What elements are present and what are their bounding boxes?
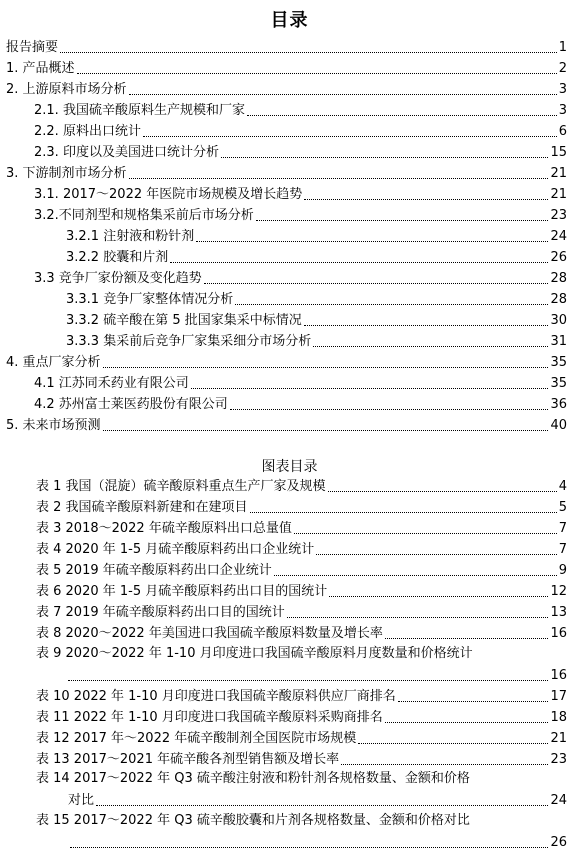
toc-entry[interactable] xyxy=(66,312,567,330)
leader-dots xyxy=(60,52,557,53)
figure-entry-continuation[interactable] xyxy=(66,667,567,685)
toc-entry-text: 3.3 竞争厂家份额及变化趋势 xyxy=(34,271,202,286)
figure-entry-text: 表 3 2018～2022 年硫辛酸原料出口总量值 xyxy=(36,521,292,536)
figure-entry-text[interactable]: 表 15 2017～2022 年 Q3 硫辛酸胶囊和片剂各规格数量、金额和价格对比 xyxy=(36,813,470,828)
toc-entry-page: 30 xyxy=(550,313,567,328)
toc-entry[interactable] xyxy=(6,165,567,183)
leader-dots xyxy=(196,241,548,242)
figure-entry[interactable] xyxy=(36,688,567,706)
toc-entry-page: 28 xyxy=(550,271,567,286)
toc-entry[interactable] xyxy=(34,207,567,225)
toc-entry[interactable] xyxy=(34,186,567,204)
leader-dots xyxy=(328,491,557,492)
toc-entry-text: 2.3. 印度以及美国进口统计分析 xyxy=(34,145,219,160)
toc-entry-text: 4.1 江苏同禾药业有限公司 xyxy=(34,376,189,391)
figure-entry-page: 13 xyxy=(550,605,567,620)
leader-dots xyxy=(250,512,557,513)
leader-dots xyxy=(96,805,548,806)
figure-entry-text[interactable]: 表 9 2020～2022 年 1-10 月印度进口我国硫辛酸原料月度数量和价格统计 xyxy=(36,646,473,661)
figure-entry[interactable] xyxy=(36,751,567,769)
toc-entry[interactable] xyxy=(34,375,567,393)
figure-entry[interactable] xyxy=(36,499,567,517)
leader-dots xyxy=(329,596,548,597)
figure-entry[interactable] xyxy=(36,583,567,601)
toc-entry[interactable] xyxy=(34,144,567,162)
leader-dots xyxy=(385,722,549,723)
toc-entry[interactable] xyxy=(6,417,567,435)
leader-dots xyxy=(170,262,548,263)
toc-entry-page: 23 xyxy=(550,208,567,223)
toc-entry[interactable] xyxy=(34,123,567,141)
figure-entry-text: 表 5 2019 年硫辛酸原料药出口企业统计 xyxy=(36,563,272,578)
toc-entry-text: 2. 上游原料市场分析 xyxy=(6,82,127,97)
toc-entry-text: 3. 下游制剂市场分析 xyxy=(6,166,127,181)
figure-entry-page: 5 xyxy=(558,500,567,515)
toc-entry-page: 15 xyxy=(550,145,567,160)
leader-dots xyxy=(221,157,549,158)
figure-entry-text: 表 11 2022 年 1-10 月印度进口我国硫辛酸原料采购商排名 xyxy=(36,710,383,725)
toc-entry-page: 35 xyxy=(550,355,567,370)
leader-dots xyxy=(358,743,548,744)
toc-entry[interactable] xyxy=(34,270,567,288)
figure-entry[interactable] xyxy=(36,520,567,538)
leader-dots xyxy=(204,283,549,284)
toc-entry[interactable] xyxy=(6,39,567,57)
toc-entry-text: 3.2.2 胶囊和片剂 xyxy=(66,250,169,265)
figure-entry-text: 表 6 2020 年 1-5 月硫辛酸原料药出口目的国统计 xyxy=(36,584,328,599)
toc-entry-text: 4. 重点厂家分析 xyxy=(6,355,101,370)
toc-entry[interactable] xyxy=(6,81,567,99)
leader-dots xyxy=(129,94,557,95)
figure-entry-cont: 对比 xyxy=(68,793,95,808)
toc-entry[interactable] xyxy=(34,102,567,120)
toc-entry-page: 28 xyxy=(550,292,567,307)
figure-entry-text: 表 1 我国（混旋）硫辛酸原料重点生产厂家及规模 xyxy=(36,479,326,494)
toc-entry-text: 3.3.3 集采前后竞争厂家集采细分市场分析 xyxy=(66,334,312,349)
figure-entry[interactable] xyxy=(36,730,567,748)
figure-entry-page: 18 xyxy=(550,710,567,725)
toc-entry[interactable] xyxy=(66,249,567,267)
figure-entry-page: 7 xyxy=(558,521,567,536)
leader-dots xyxy=(77,73,557,74)
figure-entry-page: 17 xyxy=(550,689,567,704)
leader-dots xyxy=(235,304,548,305)
leader-dots xyxy=(316,554,556,555)
figure-entry-page: 4 xyxy=(558,479,567,494)
figure-entry[interactable] xyxy=(36,709,567,727)
leader-dots xyxy=(70,847,548,848)
toc-entry-text: 3.1. 2017～2022 年医院市场规模及增长趋势 xyxy=(34,187,303,202)
leader-dots xyxy=(103,430,549,431)
leader-dots xyxy=(398,701,549,702)
figure-entry-page: 23 xyxy=(550,752,567,767)
leader-dots xyxy=(191,388,549,389)
toc-entry-text: 3.3.2 硫辛酸在第 5 批国家集采中标情况 xyxy=(66,313,302,328)
figure-entry-page: 26 xyxy=(550,835,567,850)
figure-entry-text: 表 4 2020 年 1-5 月硫辛酸原料药出口企业统计 xyxy=(36,542,315,557)
toc-entry[interactable] xyxy=(34,396,567,414)
toc-entry-text: 2.2. 原料出口统计 xyxy=(34,124,141,139)
figure-entry-continuation[interactable] xyxy=(68,792,567,810)
toc-entry-page: 40 xyxy=(550,418,567,433)
toc-entry-text: 2.1. 我国硫辛酸原料生产规模和厂家 xyxy=(34,103,245,118)
toc-entry-page: 3 xyxy=(558,103,567,118)
toc-entry-text: 4.2 苏州富士莱医药股份有限公司 xyxy=(34,397,228,412)
toc-entry-page: 1 xyxy=(558,40,567,55)
toc-entry-page: 21 xyxy=(550,187,567,202)
toc-entry[interactable] xyxy=(66,291,567,309)
toc-entry[interactable] xyxy=(6,60,567,78)
figure-entry-page: 16 xyxy=(550,668,567,683)
figure-entry-text: 表 13 2017～2021 年硫辛酸各剂型销售额及增长率 xyxy=(36,752,340,767)
leader-dots xyxy=(313,346,548,347)
figure-entry-page: 16 xyxy=(550,626,567,641)
figure-entry[interactable] xyxy=(36,541,567,559)
toc-entry-page: 31 xyxy=(550,334,567,349)
leader-dots xyxy=(294,533,557,534)
leader-dots xyxy=(247,115,557,116)
toc-entry-page: 6 xyxy=(558,124,567,139)
leader-dots xyxy=(68,680,548,681)
toc-entry-text: 3.2.1 注射液和粉针剂 xyxy=(66,229,195,244)
figure-entry-page: 24 xyxy=(550,793,567,808)
toc-entry-text: 报告摘要 xyxy=(6,40,59,55)
figure-entry-page: 9 xyxy=(558,563,567,578)
figure-entry-continuation[interactable] xyxy=(68,834,567,852)
leader-dots xyxy=(256,220,549,221)
figure-entry-text: 表 8 2020～2022 年美国进口我国硫辛酸原料数量及增长率 xyxy=(36,626,383,641)
leader-dots xyxy=(129,178,549,179)
figure-entry-text: 表 12 2017 年～2022 年硫辛酸制剂全国医院市场规模 xyxy=(36,731,357,746)
toc-entry-text: 1. 产品概述 xyxy=(6,61,75,76)
toc-entry[interactable] xyxy=(66,228,567,246)
leader-dots xyxy=(304,325,549,326)
toc-entry-page: 35 xyxy=(550,376,567,391)
toc-title: 目录 xyxy=(270,10,309,31)
toc-entry-text: 5. 未来市场预测 xyxy=(6,418,101,433)
toc-entry-page: 2 xyxy=(558,61,567,76)
figure-entry[interactable] xyxy=(36,604,567,622)
figure-entry-page: 12 xyxy=(550,584,567,599)
figure-entry-text: 表 10 2022 年 1-10 月印度进口我国硫辛酸原料供应厂商排名 xyxy=(36,689,396,704)
leader-dots xyxy=(341,764,548,765)
toc-entry-text: 3.3.1 竞争厂家整体情况分析 xyxy=(66,292,234,307)
figure-entry-text: 表 7 2019 年硫辛酸原料药出口目的国统计 xyxy=(36,605,285,620)
toc-entry-page: 3 xyxy=(558,82,567,97)
leader-dots xyxy=(230,409,549,410)
toc-entry-page: 26 xyxy=(550,250,567,265)
toc-entry-page: 21 xyxy=(550,166,567,181)
leader-dots xyxy=(287,617,549,618)
leader-dots xyxy=(274,575,557,576)
figure-entry[interactable] xyxy=(36,562,567,580)
figure-entry-text[interactable]: 表 14 2017～2022 年 Q3 硫辛酸注射液和粉针剂各规格数量、金额和价格 xyxy=(36,771,470,786)
figure-entry[interactable] xyxy=(36,625,567,643)
toc-entry[interactable] xyxy=(66,333,567,351)
figure-entry[interactable] xyxy=(36,478,567,496)
leader-dots xyxy=(385,638,549,639)
toc-entry-page: 24 xyxy=(550,229,567,244)
toc-entry-page: 36 xyxy=(550,397,567,412)
figures-title: 图表目录 xyxy=(261,459,318,475)
toc-entry[interactable] xyxy=(6,354,567,372)
figure-entry-page: 21 xyxy=(550,731,567,746)
figure-entry-page: 7 xyxy=(558,542,567,557)
toc-entry-text: 3.2.不同剂型和规格集采前后市场分析 xyxy=(34,208,254,223)
leader-dots xyxy=(143,136,557,137)
figure-entry-text: 表 2 我国硫辛酸原料新建和在建项目 xyxy=(36,500,248,515)
leader-dots xyxy=(103,367,549,368)
leader-dots xyxy=(304,199,548,200)
